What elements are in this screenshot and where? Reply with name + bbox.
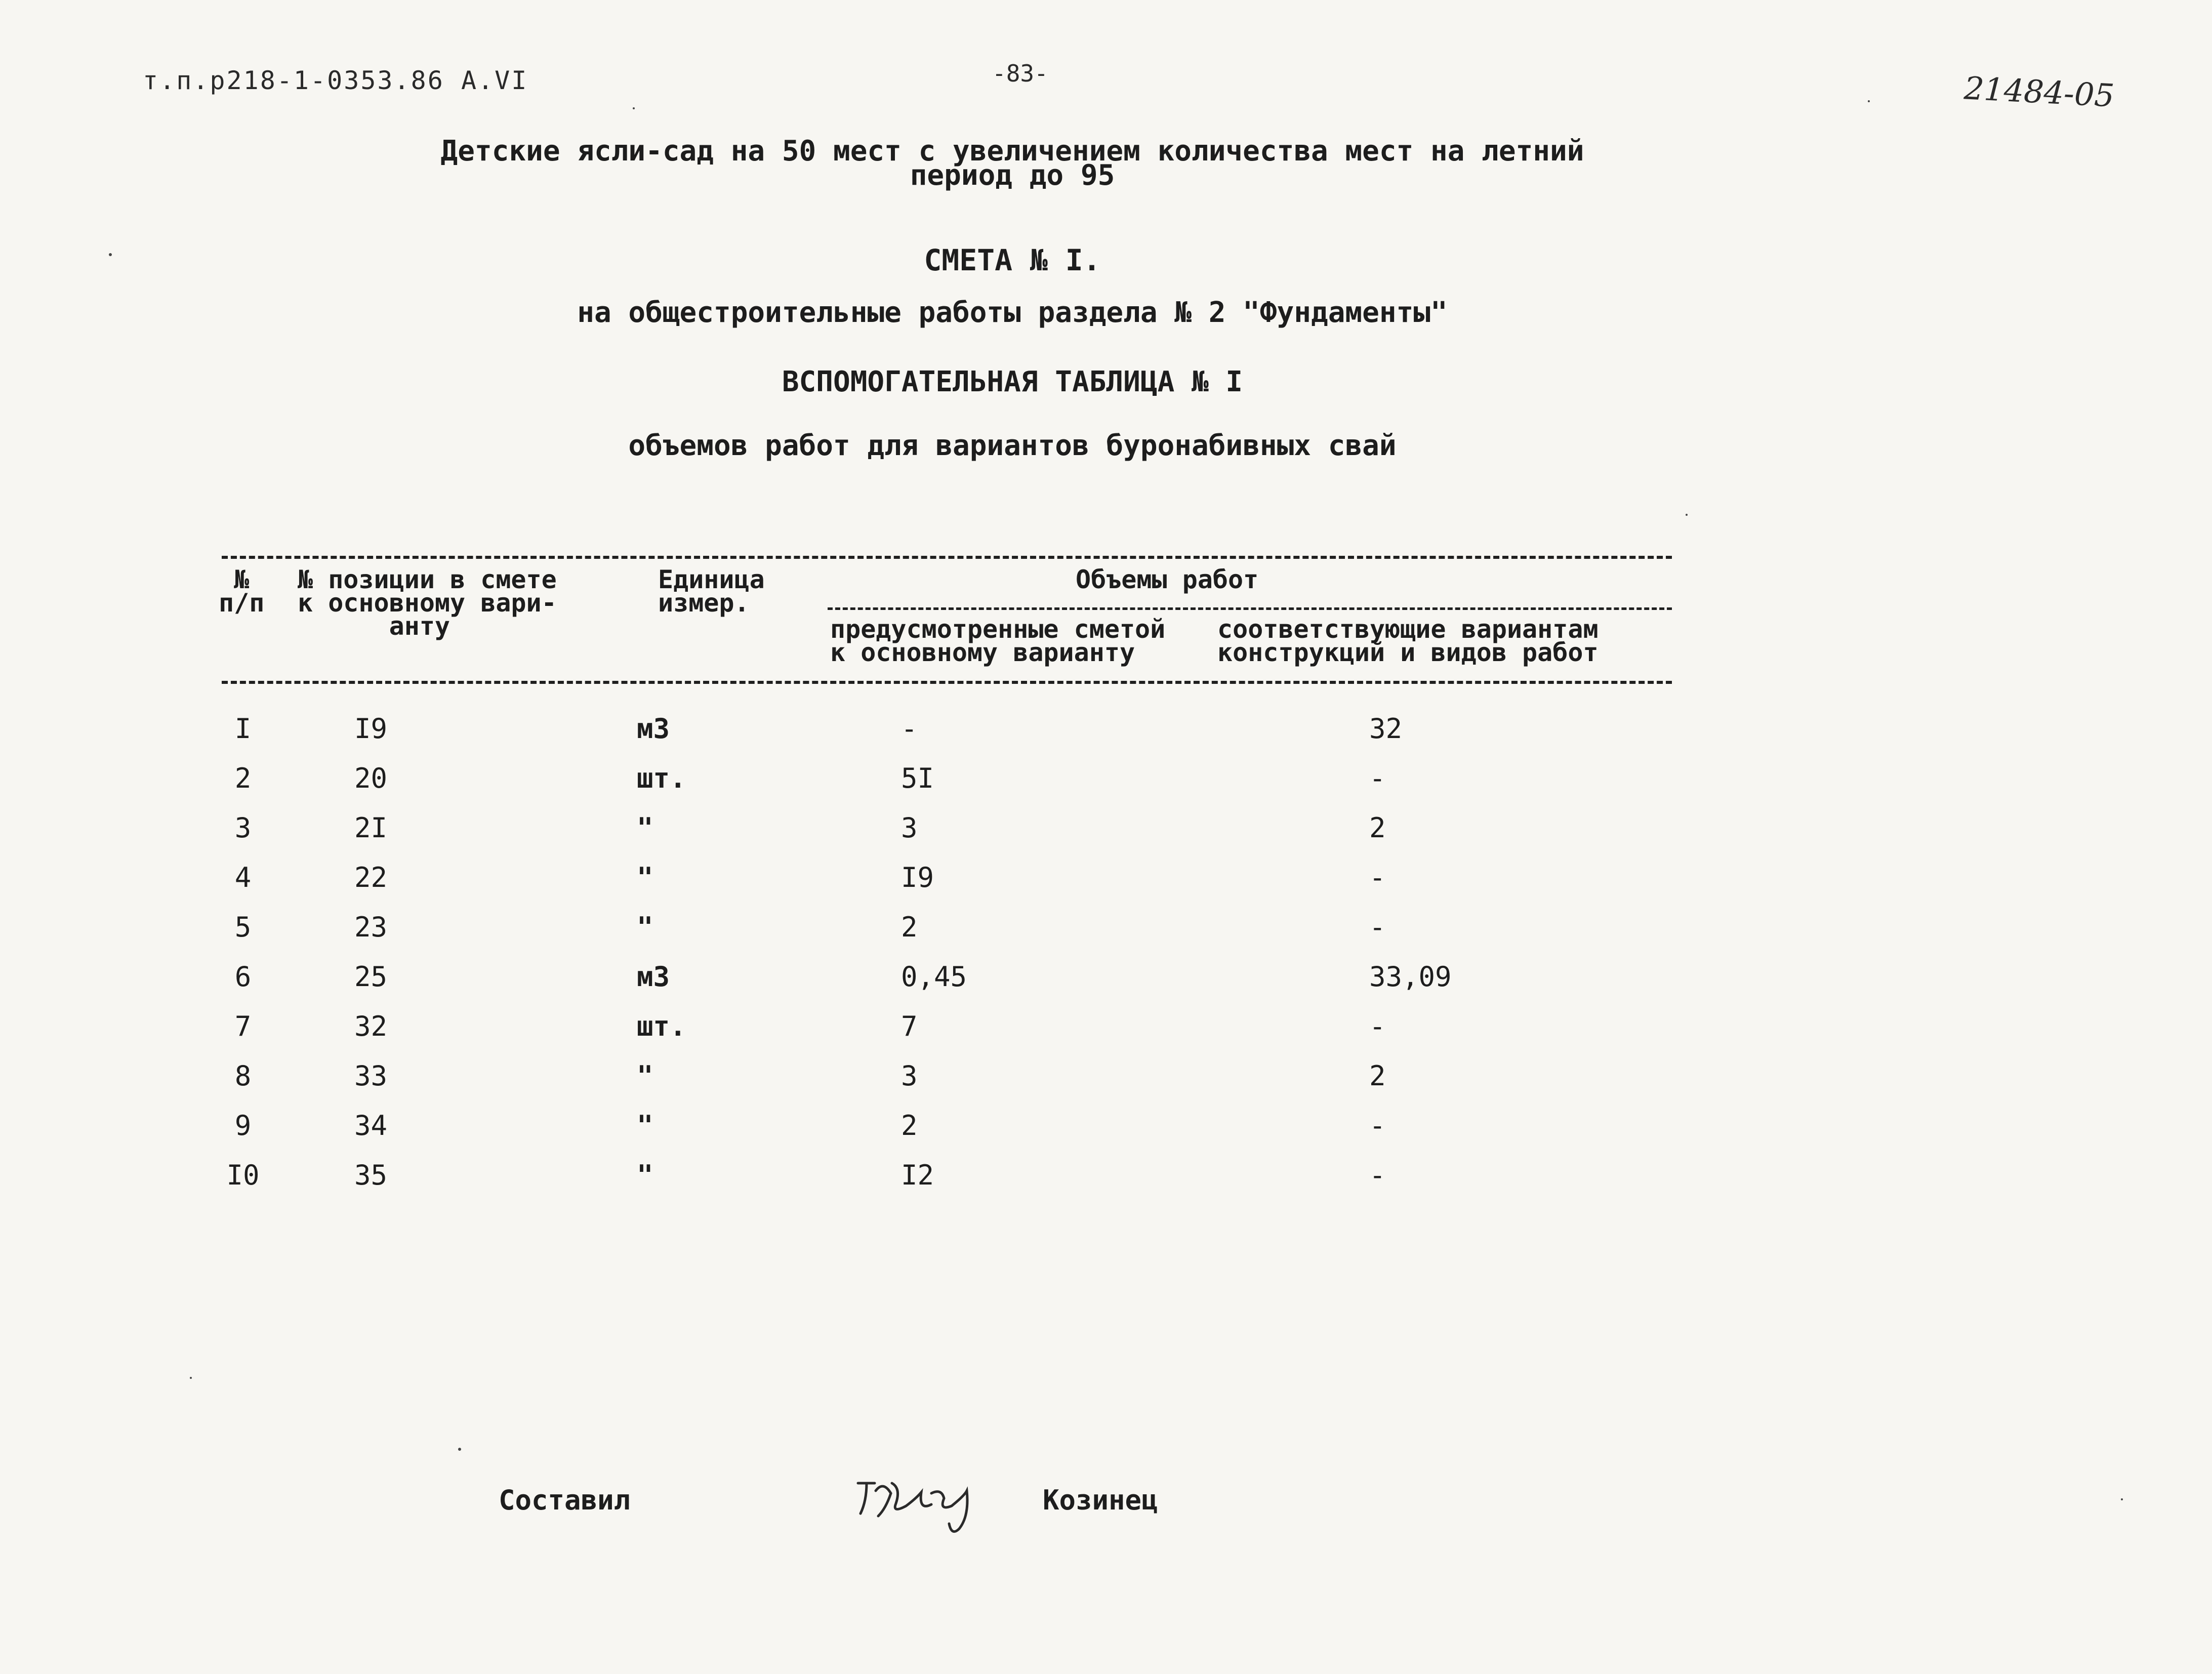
- cell-row-number: 2: [234, 762, 252, 794]
- cell-variant-volume: 2: [1369, 1060, 1386, 1092]
- cell-base-volume: 2: [901, 911, 918, 943]
- cell-position: 2I: [354, 812, 388, 844]
- document-title-line-2: период до 95: [910, 159, 1115, 192]
- cell-row-number: 9: [234, 1110, 252, 1141]
- cell-unit: ": [637, 812, 653, 844]
- cell-row-number: I: [234, 713, 252, 745]
- cell-base-volume: 2: [901, 1110, 918, 1141]
- scan-speck: [109, 253, 112, 256]
- cell-position: 25: [354, 961, 388, 993]
- estimate-title: СМЕТА № I.: [924, 243, 1101, 277]
- header-position: № позиции в смете к основному вари- анту: [298, 565, 557, 641]
- cell-unit: ": [637, 862, 653, 893]
- cell-position: 32: [354, 1010, 388, 1042]
- cell-position: 35: [354, 1159, 388, 1191]
- cell-unit: ": [637, 911, 653, 943]
- cell-base-volume: 0,45: [901, 961, 967, 993]
- cell-unit: шт.: [637, 1010, 686, 1042]
- cell-unit: ": [637, 1060, 653, 1092]
- header-volumes: Объемы работ: [1076, 565, 1259, 594]
- cell-variant-volume: -: [1369, 1110, 1386, 1141]
- cell-row-number: 7: [234, 1010, 252, 1042]
- cell-base-volume: 3: [901, 1060, 918, 1092]
- cell-base-volume: -: [901, 713, 918, 745]
- aux-table-subtitle: объемов работ для вариантов буронабивных свай: [628, 429, 1397, 462]
- cell-unit: шт.: [637, 762, 686, 794]
- cell-base-volume: I2: [901, 1159, 934, 1191]
- cell-row-number: 8: [234, 1060, 252, 1092]
- cell-row-number: I0: [226, 1159, 260, 1191]
- cell-position: 34: [354, 1110, 388, 1141]
- cell-position: 22: [354, 862, 388, 893]
- scan-speck: [1868, 100, 1870, 102]
- cell-position: 33: [354, 1060, 388, 1092]
- estimate-subtitle: на общестроительные работы раздела № 2 "Фундаменты": [577, 296, 1448, 329]
- cell-position: 23: [354, 911, 388, 943]
- cell-variant-volume: 33,09: [1369, 961, 1452, 993]
- scan-speck: [1686, 514, 1688, 516]
- cell-row-number: 6: [234, 961, 252, 993]
- cell-row-number: 3: [234, 812, 252, 844]
- cell-variant-volume: -: [1369, 911, 1386, 943]
- document-code: т.п.р218-1-0353.86 А.VI: [143, 66, 528, 95]
- cell-position: 20: [354, 762, 388, 794]
- header-unit: Единица измер.: [658, 565, 765, 618]
- composer-name: Козинец: [1043, 1484, 1158, 1516]
- cell-unit: м3: [637, 961, 670, 993]
- cell-unit: ": [637, 1110, 653, 1141]
- header-base-volume: предусмотренные сметой к основному варианту: [830, 615, 1166, 667]
- cell-variant-volume: 2: [1369, 812, 1386, 844]
- cell-variant-volume: -: [1369, 1159, 1386, 1191]
- cell-variant-volume: -: [1369, 762, 1386, 794]
- scan-speck: [2121, 1498, 2123, 1500]
- header-variant-volume: соответствующие вариантам конструкций и видов работ: [1217, 615, 1599, 667]
- cell-row-number: 5: [234, 911, 252, 943]
- cell-variant-volume: -: [1369, 1010, 1386, 1042]
- cell-unit: м3: [637, 713, 670, 745]
- scan-speck: [458, 1448, 461, 1451]
- composed-by-label: Составил: [499, 1484, 631, 1516]
- cell-row-number: 4: [234, 862, 252, 893]
- cell-position: I9: [354, 713, 388, 745]
- page-number: -83-: [992, 60, 1048, 87]
- cell-unit: ": [637, 1159, 653, 1191]
- cell-variant-volume: 32: [1369, 713, 1403, 745]
- header-row-number: № п/п: [219, 565, 265, 618]
- cell-variant-volume: -: [1369, 862, 1386, 893]
- cell-base-volume: I9: [901, 862, 934, 893]
- scan-speck: [190, 1377, 192, 1379]
- scan-speck: [633, 107, 635, 109]
- archive-number: 21484-05: [1963, 69, 2115, 114]
- document-title-line-1: Детские ясли-сад на 50 мест с увеличением количества мест на летний: [440, 135, 1584, 168]
- cell-base-volume: 7: [901, 1010, 918, 1042]
- cell-base-volume: 5I: [901, 762, 934, 794]
- aux-table-title: ВСПОМОГАТЕЛЬНАЯ ТАБЛИЦА № I: [782, 365, 1243, 398]
- cell-base-volume: 3: [901, 812, 918, 844]
